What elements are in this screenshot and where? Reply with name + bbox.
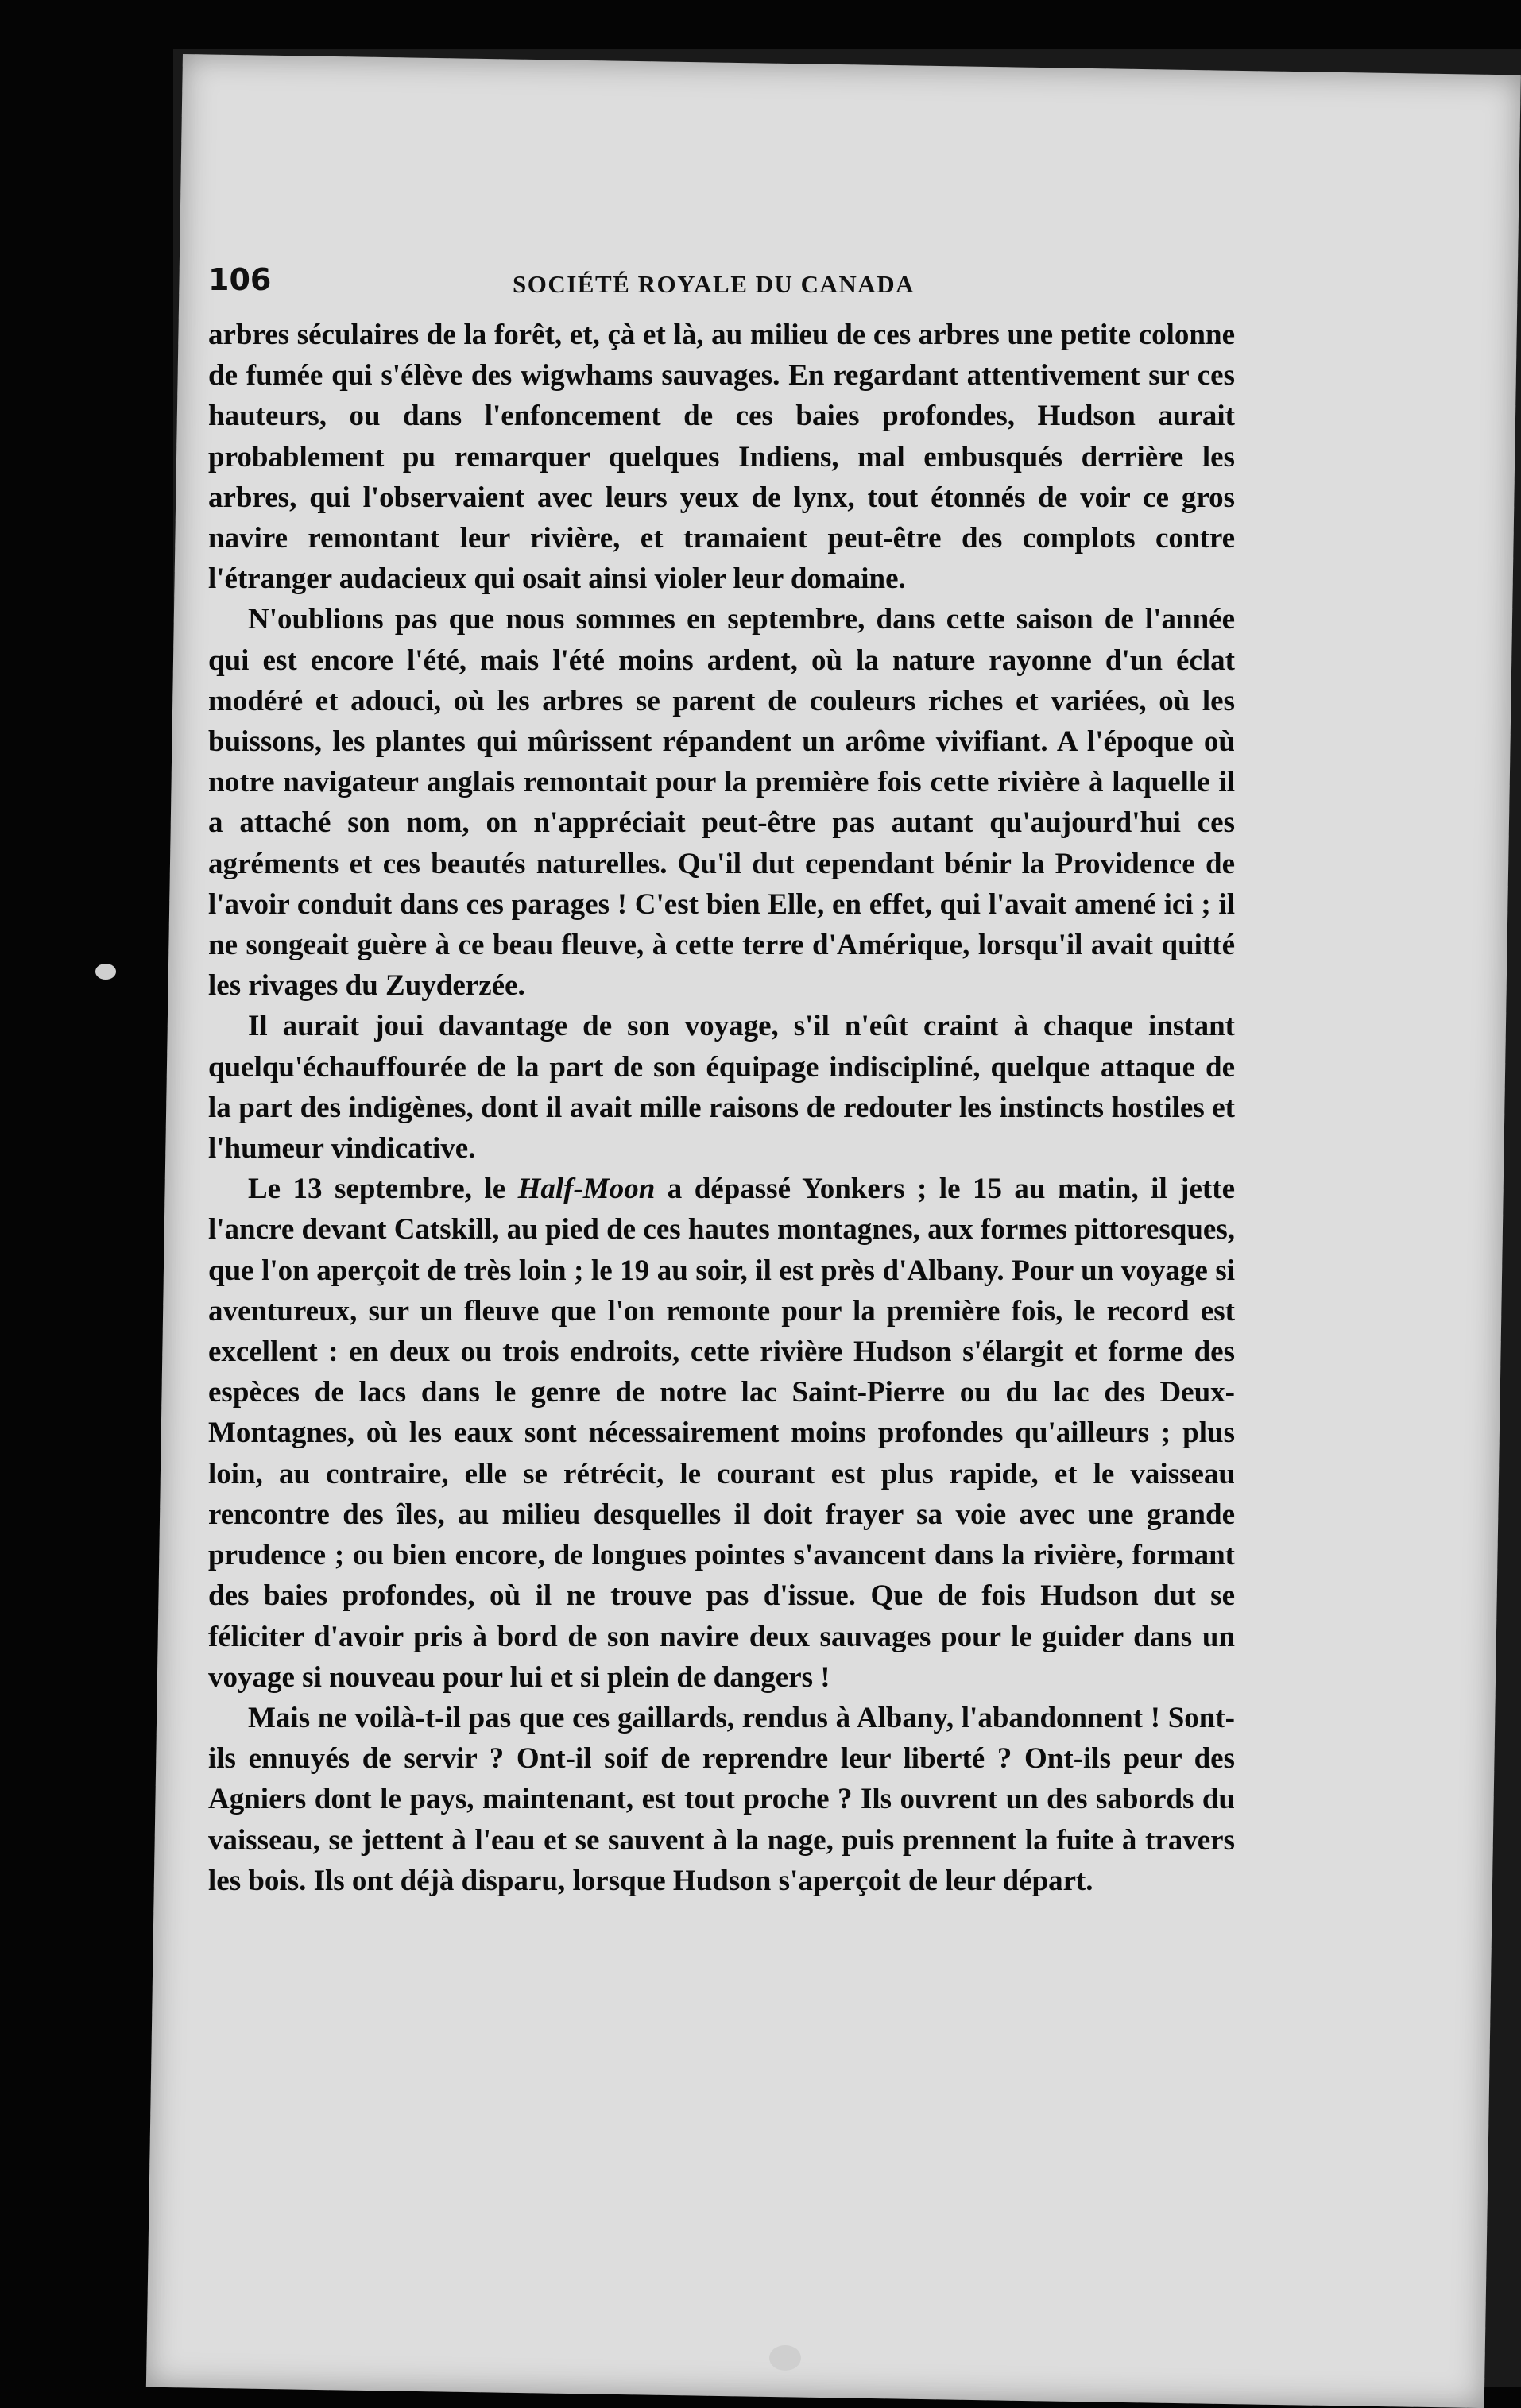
- page-number: 106: [208, 262, 272, 297]
- scan-speck: [95, 964, 116, 980]
- ship-name: Half-Moon: [517, 1173, 656, 1206]
- paragraph-text: Le 13 septembre, le: [248, 1173, 518, 1206]
- paragraph-text: a dépassé Yonkers ; le 15 au matin, il jette l'ancre devant Catskill, au pied de ces hautes montagnes, aux formes pittoresques, que l'on aperçoit de très loin ; le 19 au soir, il est près d'Albany. Pour un voyage si aventureux, sur un fleuve que l'on remonte pour la première fois, le record est excellent : en deux ou trois endroits, cette rivière Hudson s'élargit et forme des espèces de lacs dans le genre de notre lac Saint-Pierre ou du lac des Deux-Montagnes, où les eaux sont nécessairement moins profondes qu'ailleurs ; plus loin, au contraire, elle se rétrécit, le courant est plus rapide, et le vaisseau rencontre des îles, au milieu desquelles il doit frayer sa voie avec une grande prudence ; ou bien encore, de longues pointes s'avancent dans la rivière, formant des baies profondes, où il ne trouve pas d'issue. Que de fois Hudson dut se féliciter d'avoir pris à bord de son navire deux sauvages pour le guider dans un voyage si nouveau pour lui et si plein de dangers !: [208, 1173, 1235, 1694]
- body-text: [208, 315, 1235, 1901]
- page-header: [208, 262, 1233, 310]
- paragraph: Il aurait joui davantage de son voyage, s'il n'eût craint à chaque instant quelqu'échauffourée de la part de son équipage indiscipliné, quelque attaque de la part des indigènes, dont il avait mille raisons de redouter les instincts hostiles et l'humeur vindicative.: [208, 1010, 1235, 1165]
- paragraph: Mais ne voilà-t-il pas que ces gaillards, rendus à Albany, l'abandonnent ! Sont-ils ennuyés de servir ? Ont-il soif de reprendre leur liberté ? Ont-ils peur des Agniers dont le pays, maintenant, est tout proche ? Ils ouvrent un des sabords du vaisseau, se jettent à l'eau et se sauvent à la nage, puis prennent la fuite à travers les bois. Ils ont déjà disparu, lorsque Hudson s'aperçoit de leur départ.: [208, 1701, 1235, 1897]
- running-title: SOCIÉTÉ ROYALE DU CANADA: [513, 270, 915, 298]
- scan-speck: [769, 2345, 801, 2371]
- paragraph: [208, 1169, 1235, 1698]
- paragraph: arbres séculaires de la forêt, et, çà et là, au milieu de ces arbres une petite colonne de fumée qui s'élève des wigwhams sauvages. En regardant attentivement sur ces hauteurs, ou dans l'enfoncement de ces baies profondes, Hudson aurait probablement pu remarquer quelques Indiens, mal embusqués derrière les arbres, qui l'observaient avec leurs yeux de lynx, tout étonnés de voir ce gros navire remontant leur rivière, et tramaient peut-être des complots contre l'étranger audacieux qui osait ainsi violer leur domaine.: [208, 319, 1235, 596]
- paragraph: N'oublions pas que nous sommes en septembre, dans cette saison de l'année qui est encore l'été, mais l'été moins ardent, où la nature rayonne d'un éclat modéré et adouci, où les arbres se parent de couleurs riches et variées, où les buissons, les plantes qui mûrissent répandent un arôme vivifiant. A l'époque où notre navigateur anglais remontait pour la première fois cette rivière à laquelle il a attaché son nom, on n'appréciait peut-être pas autant qu'aujourd'hui ces agréments et ces beautés naturelles. Qu'il dut cependant bénir la Providence de l'avoir conduit dans ces parages ! C'est bien Elle, en effet, qui l'avait amené ici ; il ne songeait guère à ce beau fleuve, à cette terre d'Amérique, lorsqu'il avait quitté les rivages du Zuyderzée.: [208, 603, 1235, 1003]
